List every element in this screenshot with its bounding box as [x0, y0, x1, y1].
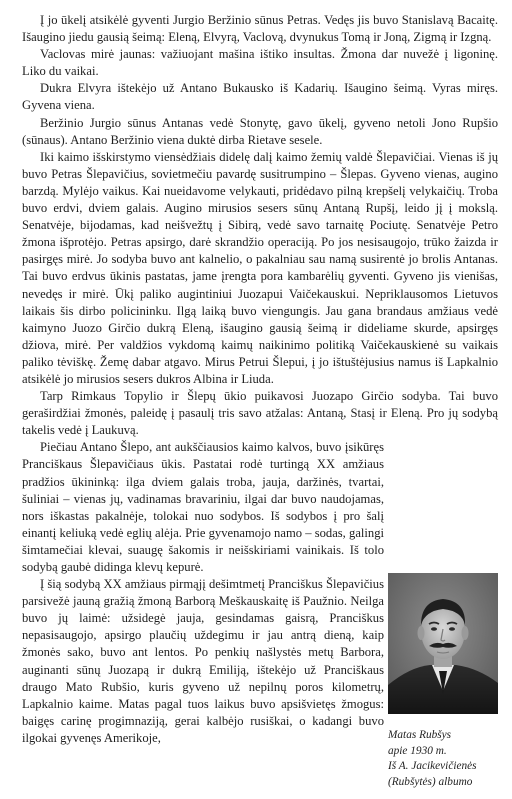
paragraph-6: Tarp Rimkaus Topylio ir Šlepų ūkio puikavosi Juozapo Girčio sodyba. Tai buvo geraširdžiai žmonės, paleidę į pasaulį tris savo atžalas: Antaną, Stasį ir Eleną. Pro jų sodybą takelis vedė į Laukuvą.	[22, 389, 498, 438]
caption-line-date: apie 1930 m.	[388, 744, 447, 757]
caption-line-album: (Rubšytės) albumo	[388, 775, 473, 788]
paragraph-5: Iki kaimo išskirstymo viensėdžiais didelę dalį kaimo žemių valdė Šlepavičiai. Vienas iš jų buvo Petras Šlepavičius, sovietmečiu pavardę susitrumpino – Šlepas. Gyveno vienas, augino barzdą. Mylėjo vaikus. Kai nueidavome velykauti, pridėdavo pilną krepšelį velykaičių. Troba buvo erdvi, dviem galais. Augino mirusios sesers sūnų Antaną Rupšį, leido jį į mokslą. Senatvėje, bijodamas, kad neišvežtų į Sibirą, vedė savo tarnaitę Pociutę. Senatvėje Petro žmona išprotėjo. Petras apsirgo, darė skrandžio operaciją. Po jos nesisaugojo, trūko žaizda ir pasirgęs mirė. Jo sodyba buvo ant kalnelio, o pakalniau sau namą susirentė jo brolis Antanas. Tai buvo erdvus ūkinis pastatas, jame įrengta pora kambarėlių gyventi. Gyveno jis vienišas, nevedęs ir mirė. Ūkį paliko augintiniui Juozapui Vaičekauskui. Nepriklausomos Lietuvos laikais šis dirbo policininku. Ilgą laiką buvo viengungis. Jau gana brandaus amžiaus vedė kaimyno Juozo Girčio dukrą Eleną, išaugino gausią šeimą ir dideliame skurde, apsirgęs džiova, mirė. Per valdžios vykdomą kaimų naikinimo politiką Vaičekauskienė su vaikais paliko tėviškę. Žemę dabar atgavo. Mirus Petrui Šlepui, į jo ištuštėjusius namus iš Lapkalnio atsikėlė jo mirusios sesers dukros Albina ir Liuda.	[22, 149, 498, 386]
photo-block	[388, 573, 506, 790]
paragraph-2: Vaclovas mirė jaunas: važiuojant mašina ištiko insultas. Žmona dar nuvežė į ligoninę. Liko du vaikai.	[22, 47, 498, 79]
caption-line-name: Matas Rubšys	[388, 729, 452, 741]
photo-caption	[388, 728, 506, 790]
paragraph-4: Beržinio Jurgio sūnus Antanas vedė Stonytę, gavo ūkelį, gyveno netoli Jono Rupšio (sūnaus). Antano Beržinio viena duktė dirba Rietave sesele.	[22, 115, 498, 147]
paragraph-7: Piečiau Antano Šlepo, ant aukščiausios kaimo kalvos, buvo įsikūręs Pranciškaus Šlepavičiaus ūkis. Pastatai rodė turtingą XX amžiaus pradžios ūkininką: ilga dviem galais troba, jauja, daržinės, tvartai, šuliniai – vienas jų, vadinamas bravariniu, ilgai dar buvo naudojamas, nors iškastas pakalnėje, tolokai nuo sodybos. Iš sodybos į pro šalį einantį keliuką vedė eglių alėja. Prie gyvenamojo namo – sodas, galingi šimtamečiai klevai, suaugę šakomis ir neišskiriami vainikais. Iš tolo sodybą gaubė didinga klevų kepurė.	[22, 440, 384, 574]
paragraph-1: Į jo ūkelį atsikėlė gyventi Jurgio Beržinio sūnus Petras. Vedęs jis buvo Stanislavą Bacaitę. Išaugino jiedu gausią šeimą: Eleną, Elvyrą, Vaclovą, dvynukus Tomą ir Joną, Zigmą ir Izgną.	[22, 13, 498, 45]
paragraph-3: Dukra Elvyra ištekėjo už Antano Bukausko iš Kadarių. Išaugino šeimą. Vyras miręs. Gyvena viena.	[22, 81, 498, 113]
portrait-photo	[388, 573, 498, 714]
caption-line-source: Iš A. Jacikevičienės	[388, 760, 477, 773]
paragraph-8: Į šią sodybą XX amžiaus pirmąjį dešimtmetį Pranciškus Šlepavičius parsivežė jauną gražią žmoną Barborą Meškauskaitę iš Paužnio. Neilga buvo jų laimė: užsidegė jauja, gesindamas gaisrą, Pranciškus nepasisaugojo, apsirgo plaučių uždegimu ir jau antrą dieną, kaip žmonės sako, buvo ant lentos. Po penkių našlystės metų Barbora, auginanti sūnų Juozapą ir dukrą Emiliją, ištekėjo už Pranciškaus draugo Mato Rubšio, kuris gyveno už nepilnų poros kilometrų, Lapkalnio kaime. Matas pagal tuos laikus buvo apsišvietęs žmogus: baigęs carinę progimnaziją, gerai kalbėjo rusiškai, o kadangi buvo ilgokai gyvenęs Amerikoje,	[22, 577, 384, 745]
